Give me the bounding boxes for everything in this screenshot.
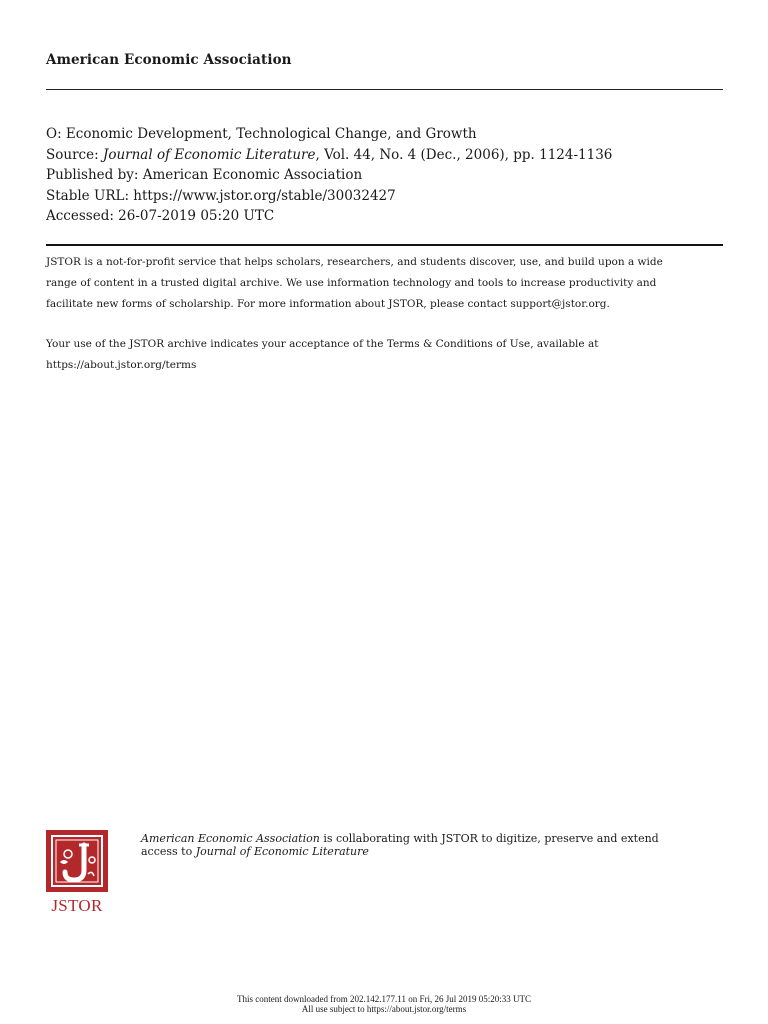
citation-block [46,124,612,227]
collab-publisher: American Economic Association [141,832,320,845]
published-by: Published by: American Economic Association [46,167,363,183]
collab-journal: Journal of Economic Literature [195,845,369,858]
terms-link[interactable]: https://about.jstor.org/terms [46,359,197,371]
source-line [46,145,612,166]
jstor-logo [46,830,108,920]
top-divider [46,89,723,90]
footer-terms-link[interactable]: All use subject to https://about.jstor.org/terms [301,1004,467,1014]
jstor-logo-icon [46,830,108,892]
jstor-notice-paragraph [46,252,716,315]
source-label: Source: [46,146,103,163]
source-details: , Vol. 44, No. 4 (Dec., 2006), pp. 1124-1136 [315,146,613,163]
notice-line: range of content in a trusted digital archive. We use information technology and tools to increase productivity and [46,277,657,289]
notice-line: Your use of the JSTOR archive indicates your acceptance of the Terms & Conditions of Use, available at [46,338,599,350]
collab-text: access to [141,845,196,858]
collab-text: is collaborating with JSTOR to digitize, preserve and extend [319,832,659,845]
download-footer [0,994,768,1014]
publisher-heading: American Economic Association [46,52,292,68]
notice-line: JSTOR is a not-for-profit service that helps scholars, researchers, and students discover, use, and build upon a wide [46,256,663,268]
jstor-wordmark: JSTOR [51,896,103,915]
terms-notice-paragraph [46,334,716,376]
journal-title: Journal of Economic Literature [102,146,316,163]
mid-divider [46,244,723,246]
footer-line: This content downloaded from 202.142.177.11 on Fri, 26 Jul 2019 05:20:33 UTC [237,994,531,1004]
accessed-date: Accessed: 26-07-2019 05:20 UTC [46,208,275,224]
article-title: O: Economic Development, Technological Change, and Growth [46,126,477,142]
notice-line[interactable]: facilitate new forms of scholarship. For more information about JSTOR, please contact support@jstor.org. [46,298,610,310]
stable-url[interactable]: Stable URL: https://www.jstor.org/stable/30032427 [46,187,396,204]
collaboration-statement [141,832,701,858]
